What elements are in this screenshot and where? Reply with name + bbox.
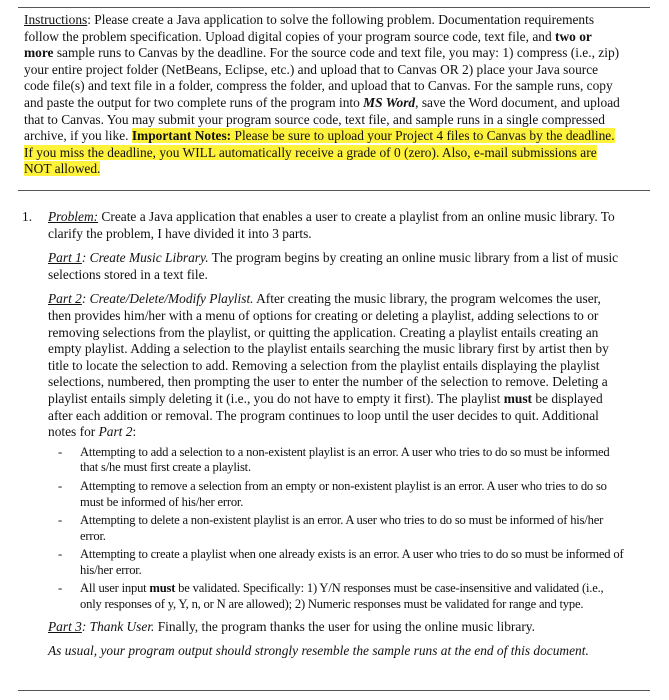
problem-section: [22, 209, 627, 668]
instructions-block: [24, 12, 624, 178]
closing-note: As usual, your program output should strongly resemble the sample runs at the end of this document.: [48, 643, 589, 659]
note-item-validation: [58, 581, 627, 612]
part3-title: : Thank User.: [81, 618, 155, 634]
instructions-label: Instructions: [24, 12, 88, 27]
part2-notes-list: [58, 445, 627, 613]
item-number: 1.: [22, 209, 33, 224]
part1-paragraph: [48, 250, 627, 283]
part2-paragraph: [48, 291, 627, 440]
top-rule: [18, 7, 650, 8]
note-item: - Attempting to create a playlist when one already exists is an error. A user who tries to do so must be informed of his/her error.: [58, 547, 627, 578]
important-label: Important Notes:: [131, 128, 232, 144]
part3-text: Finally, the program thanks the user for using the online music library.: [154, 618, 535, 634]
part3-label: Part 3: [48, 618, 82, 634]
problem-intro: [48, 209, 627, 242]
part2-title: : Create/Delete/Modify Playlist.: [81, 291, 254, 307]
problem-item: [22, 209, 627, 250]
part2-ref: Part 2: [98, 424, 133, 440]
note5-text-b: be validated. Specifically: 1) Y/N responses must be case-insensitive and validated (i.e., only responses of y, Y, n, or N are allowed); 2) Numeric responses must be validated for range and type.: [80, 581, 604, 612]
part2-must: must: [503, 390, 532, 406]
note-item: - Attempting to add a selection to a non-existent playlist is an error. A user who tries to do so must be informed that s/he must first create a playlist.: [58, 445, 627, 476]
problem-label: Problem:: [48, 209, 99, 224]
middle-rule: [18, 190, 650, 191]
instructions-text-1: : Please create a Java application to solve the following problem. Documentation requirements follow the problem specification. Upload digital copies of your program source code, text file, and: [24, 12, 595, 44]
part3-paragraph: [48, 619, 627, 636]
part2-colon: :: [132, 424, 137, 440]
ms-word: MS Word: [363, 94, 416, 110]
part1-text: The program begins by creating an online music library from a list of music selections stored in a text file.: [48, 250, 619, 282]
part2-text-b: be displayed after each addition or removal. The program continues to loop until the user decides to quit. Additional notes for: [48, 390, 603, 440]
note-item: - Attempting to delete a non-existent playlist is an error. A user who tries to do so must be informed of his/her error.: [58, 513, 627, 544]
part2-text-a: After creating the music library, the program welcomes the user, then provides him/her with a menu of options for creating or deleting a playlist, adding selections to or removing selections from the playlist, or quitting the application. Creating a playlist entails creating an empty playlist. Adding a selection to the playlist entails searching the music library first by artist then by title to locate the selection to add. Removing a selection from the playlist entails displaying the playlist selections, numbered, then prompting the user to enter the number of the selection to remove. Deleting a playlist entails simply deleting it (i.e., you do not have to empty it first). The playlist: [48, 291, 609, 406]
two-or-more: two or more: [24, 28, 592, 61]
instructions-text-3: , save the Word document, and upload that to Canvas. You may submit your program source code, text file, and sample runs in a single compressed archive, if you like.: [24, 94, 620, 144]
important-text: Please be sure to upload your Project 4 files to Canvas by the deadline. If you miss the deadline, you WILL automatically receive a grade of 0 (zero). Also, e-mail submissions are NOT allowed.: [24, 128, 615, 177]
bottom-rule: [18, 690, 650, 691]
note-item: - Attempting to remove a selection from an empty or non-existent playlist is an error. A user who tries to do so must be informed of his/her error.: [58, 479, 627, 510]
part1-label: Part 1: [48, 250, 82, 266]
part1-title: : Create Music Library.: [81, 250, 209, 266]
instructions-text-2: sample runs to Canvas by the deadline. For the source code and text file, you may: 1) compress (i.e., zip) your entire project folder (NetBeans, Eclipse, etc.) and upload that to Canvas OR 2) place your Java source code file(s) and text file in a folder, compress the folder, and upload that to Canvas. For the sample runs, copy and paste the output for two complete runs of the program into: [24, 45, 620, 110]
problem-intro-text: Create a Java application that enables a user to create a playlist from an online music library. To clarify the problem, I have divided it into 3 parts.: [48, 209, 615, 241]
note5-must: must: [149, 581, 176, 596]
part2-label: Part 2: [48, 291, 82, 307]
note5-text-a: All user input: [80, 581, 150, 596]
